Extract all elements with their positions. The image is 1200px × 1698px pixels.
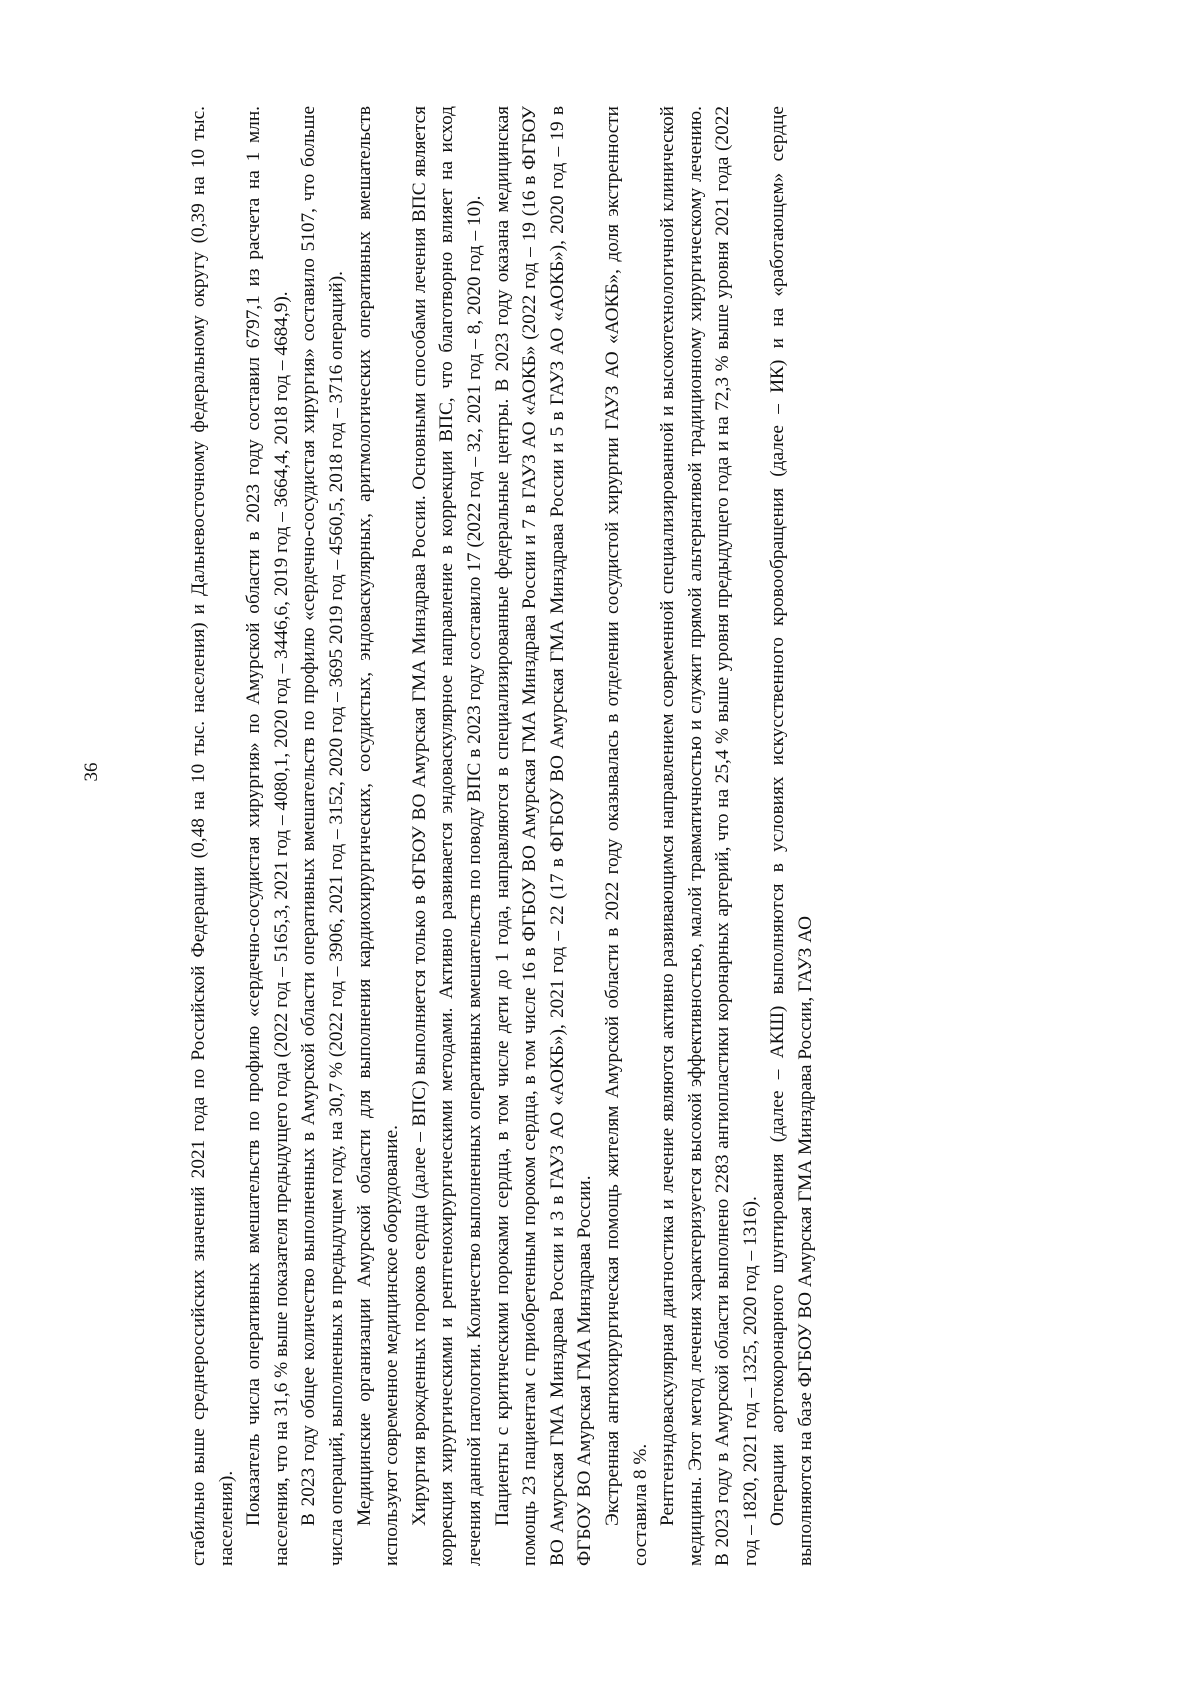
paragraph-equipment: Медицинские организации Амурской области для выполнения кардиохирургических, сосудистых, эндоваскулярных, аритмологических оперативных вмешательств используют современное медицинское оборудование. — [353, 106, 403, 1566]
paragraph-critical-defects: Пациенты с критическими пороками сердца, в том числе дети до 1 года, направляются в специализированные федеральные центры. В 2023 году оказана медицинская помощь 23 пациентам с приобретенным пороком сердца, в том числе 16 в ФГБОУ ВО Амурская ГМА Минздрава России и 7 в ГАУЗ АО «АОКБ» (2022 год – 19 (16 в ФГБОУ ВО Амурская ГМА Минздрава России и 3 в ГАУЗ АО «АОКБ»), 2021 год – 22 (17 в ФГБОУ ВО Амурская ГМА Минздрава России и 5 в ГАУЗ АО «АОКБ»), 2020 год – 19 в ФГБОУ ВО Амурская ГМА Минздрава России. — [491, 106, 596, 1566]
paragraph-operations-per-million: Показатель числа оперативных вмешательств по профилю «сердечно-сосудистая хирургия» по Амурской области в 2023 году составил 6797,1 из расчета на 1 млн. населения, что на 31,6 % выше показателя предыдущего года (2022 год – 5165,3, 2021 год – 4080,1, 2020 год – 3446,6, 2019 год – 3664,4, 2018 год – 4684,9). — [243, 106, 292, 1566]
rotated-text-body — [185, 106, 1075, 1566]
paragraph-endovascular: Рентгенэндоваскулярная диагностика и лечение являются активно развивающимся направлением современной специализированной и высокотехнологичной клинической медицины. Этот метод лечения характеризуется высокой эффективностью, малой травматичностью и служит прямой альтернативой традиционному хирургическому лечению. В 2023 году в Амурской области выполнено 2283 ангиопластики коронарных артерий, что на 25,4 % выше уровня предыдущего года и на 72,3 % выше уровня 2021 года (2022 год – 1820, 2021 год – 1325, 2020 год – 1316). — [657, 106, 761, 1566]
paragraph-total-operations: В 2023 году общее количество выполненных в Амурской области оперативных вмешательств по профилю «сердечно-сосудистая хирургия» составило 5107, что больше числа операций, выполненных в предыдущем году, на 30,7 % (2022 год – 3906, 2021 год – 3152, 2020 год – 3695 2019 год – 4560,5, 2018 год – 3716 операций). — [298, 106, 347, 1566]
paragraph-continuation: стабильно выше среднероссийских значений 2021 года по Российской Федерации (0,48 на 10 тыс. населения) и Дальневосточному федеральному округу (0,39 на 10 тыс. населения). — [188, 106, 237, 1566]
paragraph-emergency-angiosurgery: Экстренная ангиохирургическая помощь жителям Амурской области в 2022 году оказывалась в отделении сосудистой хирургии ГАУЗ АО «АОКБ», доля экстренности составила 8 %. — [601, 106, 651, 1566]
paragraph-congenital-defects: Хирургия врожденных пороков сердца (далее – ВПС) выполняется только в ФГБОУ ВО Амурская ГМА Минздрава России. Основными способами лечения ВПС является коррекция хирургическими и рентгенохирургическими методами. Активно развивается эндоваскулярное направление в коррекции ВПС, что благотворно влияет на исход лечения данной патологии. Количество выполненных оперативных вмешательств по поводу ВПС в 2023 году составило 17 (2022 год – 32, 2021 год – 8, 2020 год – 10). — [408, 106, 485, 1566]
paragraph-cabg: Операции аортокоронарного шунтирования (далее – АКШ) выполняются в условиях искусственного кровообращения (далее – ИК) и на «работающем» сердце выполняются на базе ФГБОУ ВО Амурская ГМА Минздрава России, ГАУЗ АО — [767, 106, 817, 1566]
page-number: 36 — [81, 762, 102, 782]
